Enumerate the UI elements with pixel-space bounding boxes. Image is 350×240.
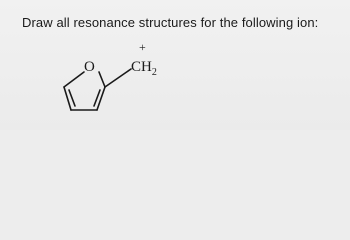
bond-c2-o: [99, 72, 105, 87]
bond-o-c5: [64, 72, 84, 87]
question-prompt: Draw all resonance structures for the following ion:: [22, 15, 319, 30]
ch2-group-label: [131, 59, 157, 78]
ch2-subscript: 2: [151, 67, 157, 78]
bond-c2-ch2: [105, 69, 131, 87]
bond-c3-c2: [97, 87, 105, 110]
oxygen-atom-label: O: [84, 59, 95, 75]
positive-charge-label: +: [139, 40, 146, 54]
double-bond-c4-c5: [69, 90, 75, 106]
ch-text: CH: [131, 59, 152, 75]
